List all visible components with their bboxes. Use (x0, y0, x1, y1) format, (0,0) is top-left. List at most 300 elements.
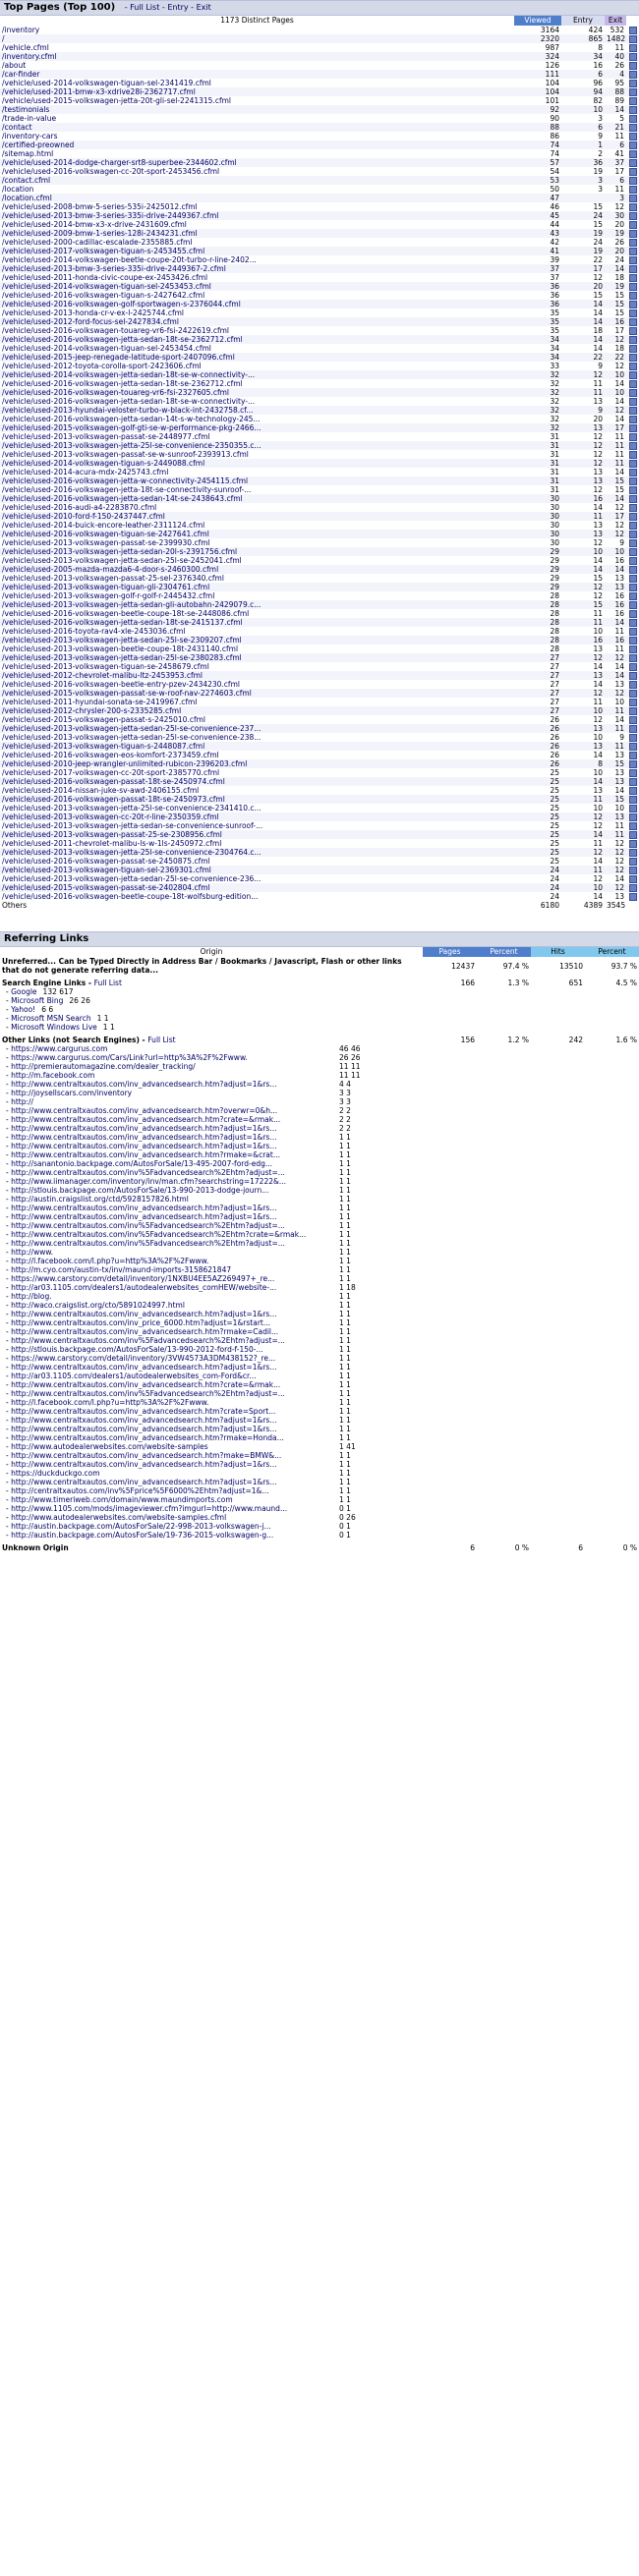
page-url[interactable]: /vehicle/used-2012-ford-focus-sel-2427834.cfml (0, 317, 514, 326)
details-icon[interactable] (629, 159, 637, 167)
page-url[interactable]: /vehicle/used-2013-bmw-3-series-335i-drive-2449367-2.cfml (0, 264, 514, 273)
row-icon-cell[interactable] (626, 43, 639, 52)
page-url[interactable]: /vehicle/used-2010-ford-f-150-2437447.cfml (0, 512, 514, 521)
details-icon[interactable] (629, 699, 637, 706)
col-hits-percent[interactable]: Percent (585, 947, 639, 957)
row-icon-cell[interactable] (626, 724, 639, 733)
col-exit[interactable]: Exit (605, 16, 626, 26)
row-icon-cell[interactable] (626, 574, 639, 583)
referrer-url[interactable]: http://www.centraltxautos.com/inv_advancedsearch.htm?adjust=1&rs... (11, 1204, 277, 1212)
referrer-url[interactable]: http:// (11, 1097, 34, 1106)
referrer-url[interactable]: http://premierautomagazine.com/dealer_tracking/ (11, 1062, 196, 1071)
row-icon-cell[interactable] (626, 211, 639, 220)
page-url[interactable]: /vehicle.cfml (2, 43, 49, 52)
referrer-url[interactable]: http://www.centraltxautos.com/inv_advancedsearch.htm?adjust=1&rs... (11, 1363, 277, 1372)
referrer-url[interactable]: http://www.timeriweb.com/domain/www.maundimports.com (11, 1495, 233, 1504)
referrer-url[interactable]: http://www.centraltxautos.com/inv_advancedsearch.htm?adjust=1&rs... (11, 1310, 277, 1318)
details-icon[interactable] (629, 398, 637, 406)
referrer-url[interactable]: http://ar03.1105.com/dealers1/autodealerwebsites_com-Ford&cr... (11, 1372, 257, 1380)
row-icon-cell[interactable] (626, 132, 639, 140)
page-url[interactable]: /about (2, 61, 27, 70)
details-icon[interactable] (629, 97, 637, 105)
referrer-url[interactable]: http://www.centraltxautos.com/inv%5Fadvancedsearch%2Ehtm?adjust=... (11, 1221, 285, 1230)
page-url[interactable]: /vehicle/used-2013-volkswagen-cc-20t-r-line-2350359.cfml (0, 812, 514, 821)
referrer-url[interactable]: http://www.centraltxautos.com/inv_advancedsearch.htm?crate=&rmak... (11, 1380, 281, 1389)
row-icon-cell[interactable] (626, 565, 639, 574)
page-url[interactable]: /vehicle/used-2016-volkswagen-jetta-sedan-18t-se-2415137.cfml (0, 618, 514, 627)
details-icon[interactable] (629, 354, 637, 362)
details-icon[interactable] (629, 460, 637, 468)
page-url[interactable]: /vehicle/used-2013-volkswagen-jetta-sedan-25l-se-2309207.cfml (0, 636, 514, 644)
page-url[interactable]: /vehicle/used-2013-volkswagen-tiguan-sel-2369301.cfml (0, 866, 514, 874)
details-icon[interactable] (629, 336, 637, 344)
page-url[interactable]: /vehicle/used-2014-volkswagen-beetle-coupe-20t-turbo-r-line-2402... (2, 255, 257, 264)
page-url[interactable]: /vehicle/used-2013-volkswagen-jetta-sedan-25l-se-2452041.cfml (2, 556, 242, 565)
row-icon-cell[interactable] (626, 194, 639, 202)
row-icon-cell[interactable] (626, 238, 639, 247)
page-url[interactable]: /vehicle/used-2016-volkswagen-jetta-sedan-18t-se-2362712.cfml (2, 379, 243, 388)
details-icon[interactable] (629, 778, 637, 786)
referrer-url[interactable]: http://www.centraltxautos.com/inv_advancedsearch.htm?crate=&rmak... (11, 1115, 281, 1124)
page-url[interactable]: /vehicle/used-2013-volkswagen-passat-25-se-2308956.cfml (0, 830, 514, 839)
page-url[interactable]: /vehicle/used-2016-volkswagen-tiguan-se-2427641.cfml (0, 530, 514, 538)
details-icon[interactable] (629, 203, 637, 211)
referrer-url[interactable]: http://austin.backpage.com/AutosForSale/19-736-2015-volkswagen-g... (11, 1531, 274, 1540)
row-icon-cell[interactable] (626, 689, 639, 698)
row-icon-cell[interactable] (626, 362, 639, 370)
row-icon-cell[interactable] (626, 247, 639, 255)
details-icon[interactable] (629, 539, 637, 547)
details-icon[interactable] (629, 292, 637, 300)
referrer-url[interactable]: http://www.autodealerwebsites.com/website-samples.cfml (11, 1513, 227, 1522)
row-icon-cell[interactable] (626, 123, 639, 132)
details-icon[interactable] (629, 849, 637, 857)
details-icon[interactable] (629, 230, 637, 238)
page-url[interactable]: /vehicle/used-2015-volkswagen-passat-se-w-roof-nav-2274603.cfml (0, 689, 514, 698)
referrer-url[interactable]: http://www.centraltxautos.com/inv_advancedsearch.htm?adjust=1&rs... (11, 1212, 277, 1221)
page-url[interactable]: /inventory.cfml (0, 52, 514, 61)
row-icon-cell[interactable] (626, 892, 639, 901)
row-icon-cell[interactable] (626, 530, 639, 538)
page-url[interactable]: /vehicle/used-2015-volkswagen-passat-s-2425010.cfml (2, 715, 205, 724)
page-url[interactable]: /vehicle/used-2016-volkswagen-passat-18t-se-2450973.cfml (0, 795, 514, 804)
row-icon-cell[interactable] (626, 52, 639, 61)
referrer-url[interactable]: https://duckduckgo.com (11, 1469, 100, 1478)
page-url[interactable]: /vehicle/used-2011-hyundai-sonata-se-2419967.cfml (2, 698, 198, 706)
details-icon[interactable] (629, 283, 637, 291)
referrer-url[interactable]: http://www.centraltxautos.com/inv_advancedsearch.htm?make=BMW&... (11, 1451, 282, 1460)
details-icon[interactable] (629, 433, 637, 441)
page-url[interactable]: /vehicle/used-2014-buick-encore-leather-2311124.cfml (2, 521, 205, 530)
page-url[interactable]: /vehicle/used-2016-volkswagen-jetta-w-connectivity-2454115.cfml (0, 476, 514, 485)
details-icon[interactable] (629, 548, 637, 556)
details-icon[interactable] (629, 805, 637, 812)
row-icon-cell[interactable] (626, 804, 639, 812)
details-icon[interactable] (629, 575, 637, 583)
row-icon-cell[interactable] (626, 715, 639, 724)
details-icon[interactable] (629, 884, 637, 892)
details-icon[interactable] (629, 71, 637, 79)
row-icon-cell[interactable] (626, 512, 639, 521)
row-icon-cell[interactable] (626, 627, 639, 636)
page-url[interactable]: /vehicle/used-2015-volkswagen-passat-se-2402804.cfml (0, 883, 514, 892)
referrer-url[interactable]: https://www.carstory.com/detail/inventory/3VW4573A3DM438152?_re... (11, 1354, 276, 1363)
details-icon[interactable] (629, 424, 637, 432)
page-url[interactable]: /vehicle/used-2013-volkswagen-tiguan-se-2458679.cfml (2, 662, 209, 671)
row-icon-cell[interactable] (626, 671, 639, 680)
referrer-url[interactable]: http://sanantonio.backpage.com/AutosForSale/13-495-2007-ford-edg... (11, 1159, 272, 1168)
page-url[interactable]: /vehicle/used-2005-mazda-mazda6-4-door-s-2460300.cfml (0, 565, 514, 574)
details-icon[interactable] (629, 725, 637, 733)
details-icon[interactable] (629, 469, 637, 476)
details-icon[interactable] (629, 150, 637, 158)
referrer-url[interactable]: http://www.centraltxautos.com/inv%5Fadvancedsearch%2Ehtm?adjust=... (11, 1168, 285, 1177)
referrer-url[interactable]: http://stlouis.backpage.com/AutosForSale/13-990-2012-ford-f-150-... (11, 1345, 263, 1354)
page-url[interactable]: /vehicle/used-2012-chrysler-200-s-2335285.cfml (0, 706, 514, 715)
details-icon[interactable] (629, 619, 637, 627)
referrer-url[interactable]: http://www.centraltxautos.com/inv%5Fadvancedsearch%2Ehtm?adjust=... (11, 1389, 285, 1398)
page-url[interactable]: /vehicle/used-2017-volkswagen-cc-20t-sport-2385770.cfml (2, 768, 220, 777)
row-icon-cell[interactable] (626, 149, 639, 158)
details-icon[interactable] (629, 858, 637, 866)
row-icon-cell[interactable] (626, 680, 639, 689)
row-icon-cell[interactable] (626, 547, 639, 556)
row-icon-cell[interactable] (626, 220, 639, 229)
referrer-url[interactable]: http://www.centraltxautos.com/inv_advancedsearch.htm?adjust=1&rs... (11, 1080, 277, 1089)
row-icon-cell[interactable] (626, 202, 639, 211)
row-icon-cell[interactable] (626, 450, 639, 459)
page-url[interactable]: /vehicle/used-2013-volkswagen-jetta-sedan-25l-se-convenience-238... (2, 733, 261, 742)
referrer-url[interactable]: http://l.facebook.com/l.php?u=http%3A%2F%2Fwww. (11, 1257, 209, 1265)
row-icon-cell[interactable] (626, 839, 639, 848)
page-url[interactable]: /vehicle/used-2012-toyota-corolla-sport-2423606.cfml (2, 362, 202, 370)
details-icon[interactable] (629, 221, 637, 229)
row-icon-cell[interactable] (626, 485, 639, 494)
referrer-url[interactable]: http://austin.backpage.com/AutosForSale/22-998-2013-volkswagen-j... (11, 1522, 271, 1531)
row-icon-cell[interactable] (626, 459, 639, 468)
row-icon-cell[interactable] (626, 777, 639, 786)
page-url[interactable]: /vehicle/used-2016-audi-a4-2283870.cfml (2, 503, 157, 512)
details-icon[interactable] (629, 566, 637, 574)
details-icon[interactable] (629, 796, 637, 804)
page-url[interactable]: /vehicle/used-2014-volkswagen-tiguan-sel-2453453.cfml (0, 282, 514, 291)
row-icon-cell[interactable] (626, 759, 639, 768)
row-icon-cell[interactable] (626, 883, 639, 892)
details-icon[interactable] (629, 380, 637, 388)
row-icon-cell[interactable] (626, 185, 639, 194)
row-icon-cell[interactable] (626, 600, 639, 609)
row-icon-cell[interactable] (626, 34, 639, 43)
row-icon-cell[interactable] (626, 583, 639, 591)
row-icon-cell[interactable] (626, 742, 639, 751)
details-icon[interactable] (629, 690, 637, 698)
exit-link[interactable]: Exit (196, 3, 211, 12)
page-url[interactable]: /vehicle/used-2015-volkswagen-golf-gti-se-w-performance-pkg-2466... (0, 423, 514, 432)
page-url[interactable]: /vehicle/used-2013-volkswagen-golf-r-golf-r-2445432.cfml (2, 591, 215, 600)
search-engine-name[interactable]: Microsoft Bing (11, 996, 64, 1005)
details-icon[interactable] (629, 893, 637, 901)
row-icon-cell[interactable] (626, 866, 639, 874)
details-icon[interactable] (629, 495, 637, 503)
referrer-url[interactable]: http://www.centraltxautos.com/inv_price_6000.htm?adjust=1&rstart... (11, 1318, 270, 1327)
page-url[interactable]: /contact.cfml (0, 176, 514, 185)
row-icon-cell[interactable] (626, 733, 639, 742)
full-list-link[interactable]: Full List (130, 3, 160, 12)
details-icon[interactable] (629, 813, 637, 821)
details-icon[interactable] (629, 389, 637, 397)
details-icon[interactable] (629, 822, 637, 830)
details-icon[interactable] (629, 80, 637, 87)
row-icon-cell[interactable] (626, 114, 639, 123)
details-icon[interactable] (629, 124, 637, 132)
page-url[interactable]: /vehicle/used-2017-volkswagen-tiguan-s-2453455.cfml (0, 247, 514, 255)
search-engine-name[interactable]: Microsoft Windows Live (11, 1023, 97, 1032)
page-url[interactable]: /vehicle/used-2013-volkswagen-jetta-sedan-se-convenience-sunroof-... (2, 821, 263, 830)
referrer-url[interactable]: http://www.iimanager.com/inventory/inv/man.cfm?searchstring=17222&... (11, 1177, 286, 1186)
page-url[interactable]: /vehicle/used-2012-chevrolet-malibu-ltz-2453953.cfml (0, 671, 514, 680)
row-icon-cell[interactable] (626, 874, 639, 883)
page-url[interactable]: /vehicle/used-2016-volkswagen-jetta-18t-se-connectivity-sunroof-... (2, 485, 252, 494)
page-url[interactable]: /vehicle/used-2013-volkswagen-jetta-sedan-25l-se-convenience-237... (0, 724, 514, 733)
details-icon[interactable] (629, 752, 637, 759)
details-icon[interactable] (629, 707, 637, 715)
row-icon-cell[interactable] (626, 644, 639, 653)
search-engine-name[interactable]: Microsoft MSN Search (11, 1014, 91, 1023)
details-icon[interactable] (629, 248, 637, 255)
col-pages[interactable]: Pages (423, 947, 477, 957)
row-icon-cell[interactable] (626, 538, 639, 547)
details-icon[interactable] (629, 186, 637, 194)
row-icon-cell[interactable] (626, 591, 639, 600)
page-url[interactable]: /vehicle/used-2014-acura-mdx-2425743.cfml (2, 468, 169, 476)
row-icon-cell[interactable] (626, 795, 639, 804)
page-url[interactable]: /vehicle/used-2014-volkswagen-tiguan-sel-2341419.cfml (2, 79, 211, 87)
referrer-url[interactable]: http://www.centraltxautos.com/inv_advancedsearch.htm?rmake=Cadil... (11, 1327, 279, 1336)
details-icon[interactable] (629, 133, 637, 140)
page-url[interactable]: /certified-preowned (0, 140, 514, 149)
row-icon-cell[interactable] (626, 468, 639, 476)
referrer-url[interactable]: http://www.centraltxautos.com/inv_advancedsearch.htm?adjust=1&rs... (11, 1460, 277, 1469)
referrer-url[interactable]: http://www.centraltxautos.com/inv_advancedsearch.htm?crate=Sport... (11, 1407, 276, 1416)
page-url[interactable]: /vehicle/used-2000-cadillac-escalade-2355885.cfml (2, 238, 193, 247)
details-icon[interactable] (629, 318, 637, 326)
row-icon-cell[interactable] (626, 636, 639, 644)
details-icon[interactable] (629, 601, 637, 609)
details-icon[interactable] (629, 115, 637, 123)
details-icon[interactable] (629, 212, 637, 220)
row-icon-cell[interactable] (626, 609, 639, 618)
page-url[interactable]: /vehicle/used-2013-volkswagen-tiguan-gli-2304761.cfml (0, 583, 514, 591)
page-url[interactable]: /vehicle/used-2014-volkswagen-tiguan-s-2449088.cfml (0, 459, 514, 468)
referrer-url[interactable]: http://www.centraltxautos.com/inv%5Fadvancedsearch%2Ehtm?adjust=... (11, 1239, 285, 1248)
row-icon-cell[interactable] (626, 255, 639, 264)
page-url[interactable]: /vehicle/used-2013-hyundai-veloster-turbo-w-black-int-2432758.cf... (0, 406, 514, 415)
details-icon[interactable] (629, 168, 637, 176)
page-url[interactable]: /vehicle/used-2016-volkswagen-jetta-sedan-18t-se-w-connectivity-... (2, 397, 256, 406)
col-hits[interactable]: Hits (531, 947, 585, 957)
referrer-url[interactable]: http://centraltxautos.com/inv%5Fprice%5F6000%2Ehtm?adjust=1&... (11, 1486, 269, 1495)
referrer-url[interactable]: http://www.centraltxautos.com/inv_advancedsearch.htm?rmake=&crat... (11, 1150, 280, 1159)
row-icon-cell[interactable] (626, 768, 639, 777)
details-icon[interactable] (629, 645, 637, 653)
row-icon-cell[interactable] (626, 140, 639, 149)
page-url[interactable]: /trade-in-value (2, 114, 57, 123)
referrer-url[interactable]: http://www.centraltxautos.com/inv_advancedsearch.htm?adjust=1&rs... (11, 1478, 277, 1486)
page-url[interactable]: /vehicle/used-2013-volkswagen-jetta-sedan-25l-se-convenience-236... (2, 874, 261, 883)
row-icon-cell[interactable] (626, 388, 639, 397)
row-icon-cell[interactable] (626, 87, 639, 96)
page-url[interactable]: /vehicle/used-2013-volkswagen-jetta-sedan-gli-autobahn-2429079.c... (0, 600, 514, 609)
row-icon-cell[interactable] (626, 273, 639, 282)
row-icon-cell[interactable] (626, 370, 639, 379)
other-full-list-link[interactable]: Full List (147, 1036, 176, 1044)
page-url[interactable]: /vehicle/used-2016-volkswagen-touareg-vr6-fsi-2327605.cfml (0, 388, 514, 397)
row-icon-cell[interactable] (626, 441, 639, 450)
referrer-url[interactable]: http://m.facebook.com (11, 1071, 95, 1080)
details-icon[interactable] (629, 531, 637, 538)
page-url[interactable]: /vehicle/used-2016-volkswagen-cc-20t-sport-2453456.cfml (2, 167, 220, 176)
details-icon[interactable] (629, 451, 637, 459)
row-icon-cell[interactable] (626, 848, 639, 857)
row-icon-cell[interactable] (626, 291, 639, 300)
referrer-url[interactable]: http://www. (11, 1248, 54, 1257)
referrer-url[interactable]: http://ar03.1105.com/dealers1/autodealerwebsites_comHEW/website-... (11, 1283, 277, 1292)
row-icon-cell[interactable] (626, 751, 639, 759)
details-icon[interactable] (629, 345, 637, 353)
row-icon-cell[interactable] (626, 379, 639, 388)
page-url[interactable]: /vehicle/used-2014-volkswagen-tiguan-sel-2453454.cfml (2, 344, 211, 353)
details-icon[interactable] (629, 327, 637, 335)
details-icon[interactable] (629, 840, 637, 848)
referrer-url[interactable]: http://www.autodealerwebsites.com/website-samples (11, 1442, 208, 1451)
details-icon[interactable] (629, 477, 637, 485)
search-engine-name[interactable]: Yahoo! (11, 1005, 36, 1014)
page-url[interactable]: /vehicle/used-2009-bmw-1-series-128i-2434231.cfml (0, 229, 514, 238)
referrer-url[interactable]: http://m.cyo.com/austin-tx/inv/maund-imports-3158621847 (11, 1265, 232, 1274)
details-icon[interactable] (629, 274, 637, 282)
details-icon[interactable] (629, 875, 637, 883)
details-icon[interactable] (629, 486, 637, 494)
row-icon-cell[interactable] (626, 353, 639, 362)
details-icon[interactable] (629, 628, 637, 636)
referrer-url[interactable]: http://www.centraltxautos.com/inv_advancedsearch.htm?adjust=1&rs... (11, 1425, 277, 1433)
row-icon-cell[interactable] (626, 556, 639, 565)
row-icon-cell[interactable] (626, 300, 639, 308)
row-icon-cell[interactable] (626, 830, 639, 839)
row-icon-cell[interactable] (626, 415, 639, 423)
details-icon[interactable] (629, 62, 637, 70)
page-url[interactable]: /vehicle/used-2013-volkswagen-jetta-25l-se-convenience-2341410.c... (2, 804, 261, 812)
page-url[interactable]: /vehicle/used-2010-jeep-wrangler-unlimited-rubicon-2396203.cfml (0, 759, 514, 768)
details-icon[interactable] (629, 513, 637, 521)
details-icon[interactable] (629, 106, 637, 114)
row-icon-cell[interactable] (626, 503, 639, 512)
row-icon-cell[interactable] (626, 176, 639, 185)
details-icon[interactable] (629, 663, 637, 671)
row-icon-cell[interactable] (626, 432, 639, 441)
referrer-url[interactable]: https://www.cargurus.com (11, 1044, 108, 1053)
details-icon[interactable] (629, 407, 637, 415)
details-icon[interactable] (629, 867, 637, 874)
details-icon[interactable] (629, 88, 637, 96)
details-icon[interactable] (629, 141, 637, 149)
page-url[interactable]: /vehicle/used-2016-volkswagen-golf-sportwagen-s-2376044.cfml (0, 300, 514, 308)
page-url[interactable]: /vehicle/used-2015-volkswagen-jetta-20t-gli-sel-2241315.cfml (2, 96, 231, 105)
referrer-url[interactable]: http://www.centraltxautos.com/inv%5Fadvancedsearch%2Ehtm?crate=&rmak... (11, 1230, 307, 1239)
page-url[interactable]: /inventory-cars (2, 132, 58, 140)
details-icon[interactable] (629, 557, 637, 565)
referrer-url[interactable]: http://www.centraltxautos.com/inv_advancedsearch.htm?rmake=Honda... (11, 1433, 284, 1442)
page-url[interactable]: /vehicle/used-2014-volkswagen-jetta-sedan-18t-se-w-connectivity-... (0, 370, 514, 379)
row-icon-cell[interactable] (626, 105, 639, 114)
details-icon[interactable] (629, 371, 637, 379)
search-engine-name[interactable]: Google (11, 987, 37, 996)
row-icon-cell[interactable] (626, 167, 639, 176)
details-icon[interactable] (629, 504, 637, 512)
details-icon[interactable] (629, 681, 637, 689)
details-icon[interactable] (629, 787, 637, 795)
details-icon[interactable] (629, 769, 637, 777)
referrer-url[interactable]: http://waco.craigslist.org/cto/5891024997.html (11, 1301, 185, 1310)
search-full-list-link[interactable]: Full List (93, 979, 122, 987)
page-url[interactable]: /vehicle/used-2016-volkswagen-tiguan-s-2427642.cfml (2, 291, 205, 300)
row-icon-cell[interactable] (626, 79, 639, 87)
referrer-url[interactable]: http://stlouis.backpage.com/AutosForSale/13-990-2013-dodge-journ... (11, 1186, 269, 1195)
row-icon-cell[interactable] (626, 698, 639, 706)
page-url[interactable]: /vehicle/used-2013-volkswagen-tiguan-s-2448087.cfml (0, 742, 514, 751)
page-url[interactable]: /vehicle/used-2016-volkswagen-beetle-entry-pzev-2434230.cfml (2, 680, 240, 689)
referrer-url[interactable]: http://blog. (11, 1292, 52, 1301)
row-icon-cell[interactable] (626, 821, 639, 830)
details-icon[interactable] (629, 301, 637, 308)
details-icon[interactable] (629, 363, 637, 370)
page-url[interactable]: / (0, 34, 514, 43)
referrer-url[interactable]: http://www.centraltxautos.com/inv%5Fadvancedsearch%2Ehtm?adjust=... (11, 1336, 285, 1345)
referrer-url[interactable]: http://www.centraltxautos.com/inv_advancedsearch.htm?adjust=1&rs... (11, 1133, 277, 1142)
page-url[interactable]: /inventory (2, 26, 40, 34)
row-icon-cell[interactable] (626, 335, 639, 344)
details-icon[interactable] (629, 610, 637, 618)
referrer-url[interactable]: http://joysellscars.com/inventory (11, 1089, 133, 1097)
row-icon-cell[interactable] (626, 397, 639, 406)
details-icon[interactable] (629, 584, 637, 591)
page-url[interactable]: /vehicle/used-2013-volkswagen-passat-25-sel-2376340.cfml (2, 574, 224, 583)
page-url[interactable]: /vehicle/used-2013-volkswagen-beetle-coupe-18t-2431140.cfml (2, 644, 239, 653)
page-url[interactable]: /vehicle/used-2016-volkswagen-jetta-sedan-18t-se-2362712.cfml (0, 335, 514, 344)
details-icon[interactable] (629, 35, 637, 43)
row-icon-cell[interactable] (626, 662, 639, 671)
page-url[interactable]: /vehicle/used-2016-volkswagen-passat-18t-se-2450974.cfml (0, 777, 514, 786)
details-icon[interactable] (629, 592, 637, 600)
page-url[interactable]: /vehicle/used-2011-honda-civic-coupe-ex-2453426.cfml (2, 273, 208, 282)
details-icon[interactable] (629, 177, 637, 185)
entry-link[interactable]: Entry (167, 3, 189, 12)
page-url[interactable]: /vehicle/used-2015-jeep-renegade-latitude-sport-2407096.cfml (0, 353, 514, 362)
page-url[interactable]: /vehicle/used-2016-volkswagen-beetle-coupe-18t-se-2448086.cfml (2, 609, 250, 618)
row-icon-cell[interactable] (626, 494, 639, 503)
col-pages-percent[interactable]: Percent (477, 947, 531, 957)
details-icon[interactable] (629, 256, 637, 264)
referrer-url[interactable]: http://l.facebook.com/l.php?u=http%3A%2F%2Fwww. (11, 1398, 209, 1407)
page-url[interactable]: /vehicle/used-2011-chevrolet-malibu-ls-w-1ls-2450972.cfml (2, 839, 222, 848)
page-url[interactable]: /location.cfml (0, 194, 514, 202)
row-icon-cell[interactable] (626, 96, 639, 105)
referrer-url[interactable]: http://www.centraltxautos.com/inv_advancedsearch.htm?overwr=0&h... (11, 1106, 278, 1115)
row-icon-cell[interactable] (626, 26, 639, 34)
page-url[interactable]: /vehicle/used-2016-volkswagen-beetle-coupe-18t-wolfsburg-edition... (2, 892, 259, 901)
page-url[interactable]: /vehicle/used-2016-toyota-rav4-xle-2453036.cfml (2, 627, 186, 636)
details-icon[interactable] (629, 265, 637, 273)
